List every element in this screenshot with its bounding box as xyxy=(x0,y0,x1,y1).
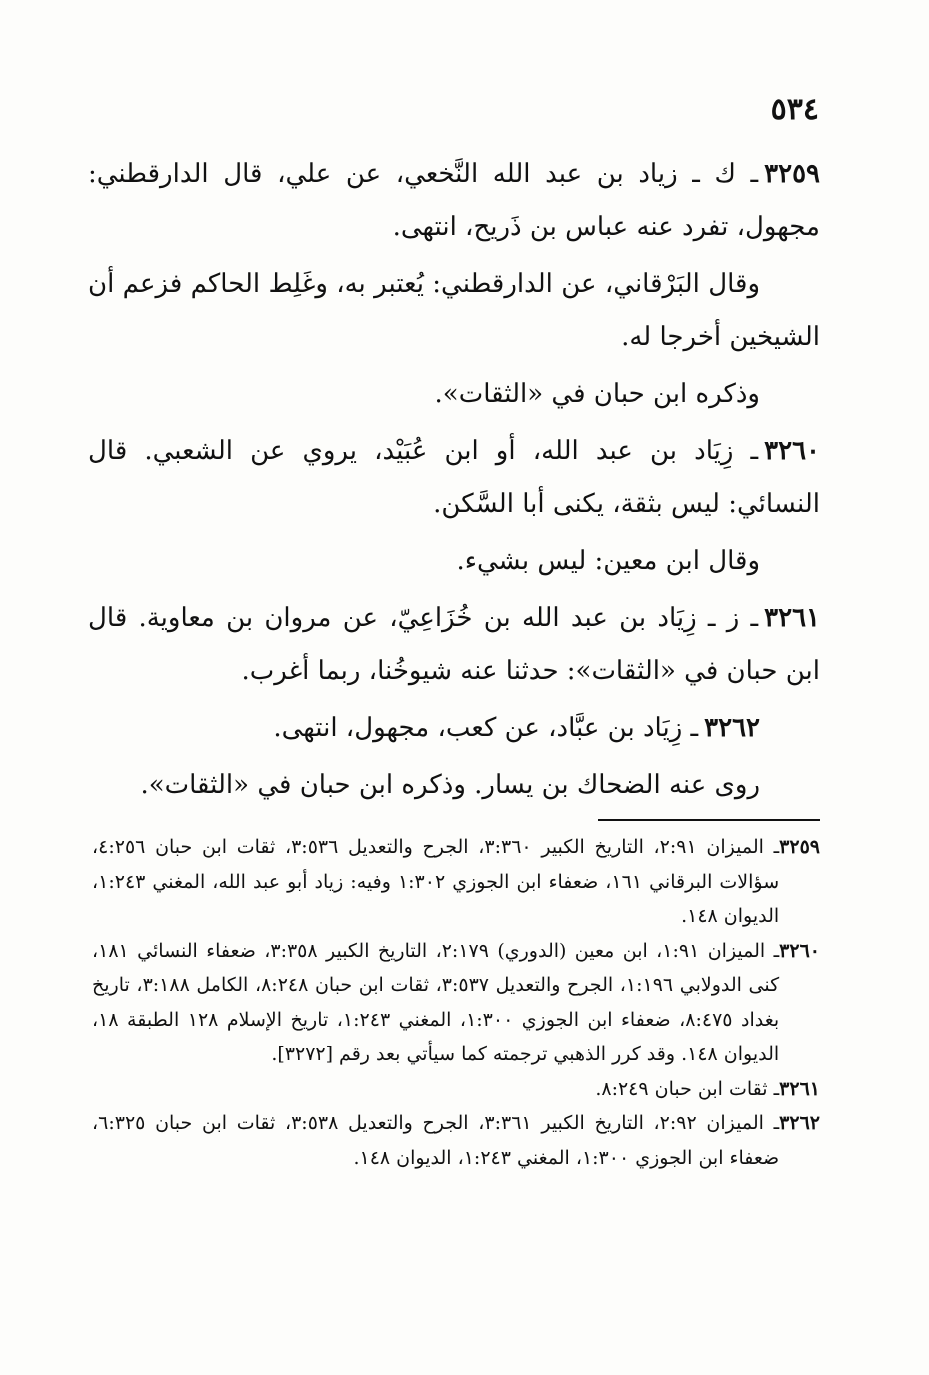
footnote-text: ـ الميزان ١:٩١، ابن معين (الدوري) ٢:١٧٩، التاريخ الكبير ٣:٣٥٨، ضعفاء النسائي ١٨١، كنى الدولابي ١:١٩٦، الجرح والتعديل ٣:٥٣٧، ثقات ابن حبان ٨:٢٤٨، الكامل ٣:١٨٨، تاريخ بغداد ٨:٤٧٥، ضعفاء ابن الجوزي ١:٣٠٠، المغني ١:٢٤٣، تاريخ الإسلام ١٢٨ الطبقة ١٨، الديوان ١٤٨. وقد كرر الذهبي ترجمته كما سيأتي بعد رقم [٣٢٧٢]. xyxy=(92,939,780,1065)
footnote-text: ـ الميزان ٢:٩١، التاريخ الكبير ٣:٣٦٠، الجرح والتعديل ٣:٥٣٦، ثقات ابن حبان ٤:٢٥٦، سؤالات البرقاني ١٦١، ضعفاء ابن الجوزي ١:٣٠٢ وفيه: زياد أبو عبد الله، المغني ١:٢٤٣، الديوان ١٤٨. xyxy=(92,836,780,927)
entry-paragraph xyxy=(88,148,820,254)
footnote-number: ٣٢٦١ xyxy=(779,1077,820,1100)
footnote-divider xyxy=(598,819,820,821)
footnote-number: ٣٢٦٢ xyxy=(779,1112,820,1134)
entry-number: ٣٢٦١ xyxy=(764,603,820,633)
footnotes xyxy=(92,830,820,1175)
paragraph-text: ـ زِيَاد بن عبد الله، أو ابن عُبَيْد، يروي عن الشعبي. قال النسائي: ليس بثقة، يكنى أبا السَّكن. xyxy=(88,436,820,519)
entry-paragraph xyxy=(88,592,820,698)
footnote-number: ٣٢٥٩ xyxy=(779,836,820,858)
paragraph-text: وقال البَرْقاني، عن الدارقطني: يُعتبر به، وغَلِط الحاكم فزعم أن الشيخين أخرجا له. xyxy=(88,269,820,352)
paragraph xyxy=(88,258,820,364)
footnote xyxy=(92,830,820,934)
entry-number: ٣٢٦٠ xyxy=(764,436,820,466)
main-text xyxy=(88,148,820,816)
paragraph xyxy=(88,759,820,812)
footnote-text: ـ الميزان ٢:٩٢، التاريخ الكبير ٣:٣٦١، الجرح والتعديل ٣:٥٣٨، ثقات ابن حبان ٦:٣٢٥، ضعفاء ابن الجوزي ١:٣٠٠، المغني ١:٢٤٣، الديوان ١٤٨. xyxy=(92,1112,780,1169)
paragraph-text: ـ ك ـ زياد بن عبد الله النَّخعي، عن علي، قال الدارقطني: مجهول، تفرد عنه عباس بن ذَريح، انتهى. xyxy=(88,159,820,242)
paragraph xyxy=(88,368,820,421)
paragraph-text: وذكره ابن حبان في «الثقات». xyxy=(434,379,760,409)
page-number: ٥٣٤ xyxy=(770,92,819,127)
paragraph-text: ـ زِيَاد بن عبَّاد، عن كعب، مجهول، انتهى. xyxy=(273,713,699,743)
entry-paragraph xyxy=(88,702,820,755)
paragraph-text: وقال ابن معين: ليس بشيء. xyxy=(456,546,760,576)
entry-paragraph xyxy=(88,425,820,531)
footnote xyxy=(92,934,820,1072)
entry-number: ٣٢٦٢ xyxy=(704,713,760,743)
footnote xyxy=(92,1072,820,1107)
footnote-text: ـ ثقات ابن حبان ٨:٢٤٩. xyxy=(595,1077,780,1100)
entry-number: ٣٢٥٩ xyxy=(764,159,820,189)
paragraph xyxy=(88,535,820,588)
paragraph-text: ـ ز ـ زِيَاد بن عبد الله بن خُزَاعِيّ، عن مروان بن معاوية. قال ابن حبان في «الثقات»: حدثنا عنه شيوخُنا، ربما أغرب. xyxy=(88,603,820,686)
paragraph-text: روى عنه الضحاك بن يسار. وذكره ابن حبان في «الثقات». xyxy=(140,770,760,800)
footnote xyxy=(92,1106,820,1175)
footnote-number: ٣٢٦٠ xyxy=(779,939,820,962)
